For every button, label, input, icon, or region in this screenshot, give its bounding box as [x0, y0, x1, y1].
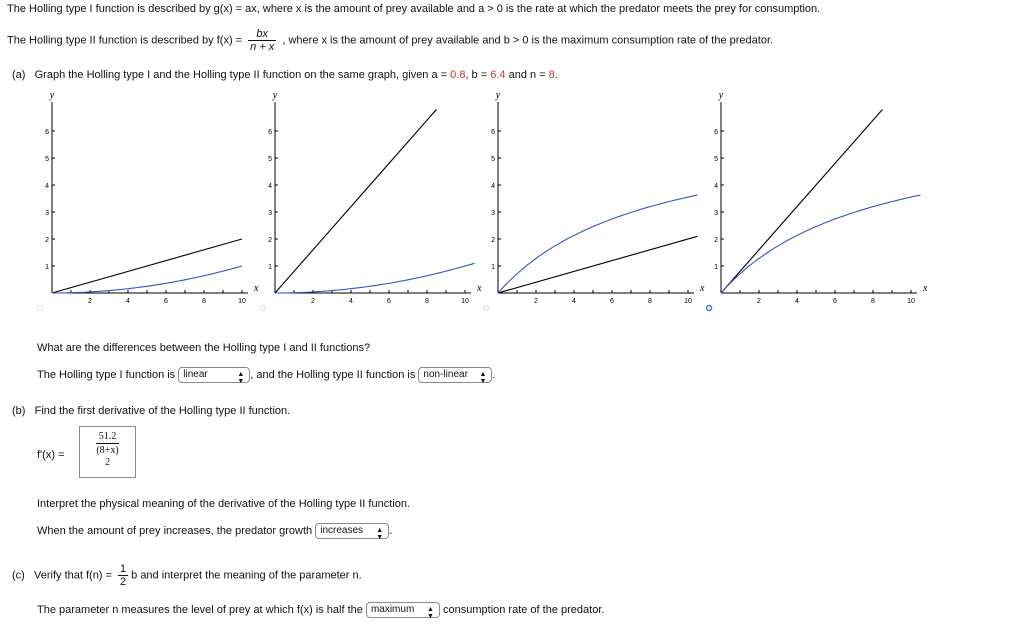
y-tick-label: 6 — [268, 129, 272, 136]
y-tick-label: 5 — [714, 156, 718, 163]
y-tick-label: 4 — [268, 183, 272, 190]
x-tick-label: 8 — [648, 298, 652, 305]
interpret-prompt: Interpret the physical meaning of the derivative of the Holling type II function. — [37, 498, 410, 510]
x-tick-label: 4 — [795, 298, 799, 305]
graph-option-2 — [261, 90, 483, 311]
x-tick-label: 4 — [126, 298, 130, 305]
interpret-end: . — [389, 524, 393, 537]
a-value: 0.8 — [450, 69, 466, 81]
part-a-text: Graph the Holling type I and the Holling type II function on the same graph, given a = — [34, 69, 448, 81]
x-tick-label: 6 — [164, 298, 168, 305]
part-a-heading — [12, 69, 558, 81]
y-tick-label: 3 — [45, 210, 49, 217]
part-c-text-post: b and interpret the meaning of the parameter n. — [131, 569, 362, 582]
type2-curve — [275, 263, 475, 293]
option-radio[interactable] — [707, 306, 712, 311]
half-denominator: 2 — [120, 576, 127, 588]
x-tick-label: 8 — [425, 298, 429, 305]
half-numerator: 1 — [120, 563, 127, 575]
type1-line — [721, 109, 883, 293]
x-tick-label: 4 — [572, 298, 576, 305]
y-tick-label: 3 — [491, 210, 495, 217]
diff-pre: The Holling type I function is — [37, 368, 176, 381]
type2-curve — [52, 266, 242, 293]
y-axis-label: y — [49, 90, 55, 101]
y-tick-label: 4 — [491, 183, 495, 190]
graph-option-1 — [38, 90, 260, 311]
part-b-heading — [12, 405, 290, 417]
derivative-denominator: (8+x) — [96, 445, 119, 456]
parameter-pre: The parameter n measures the level of prey at which f(x) is half the — [37, 603, 363, 616]
y-tick-label: 3 — [714, 210, 718, 217]
select-arrows-icon: ▲ ▼ — [237, 371, 245, 385]
part-b-label: (b) — [12, 405, 26, 417]
part-b-text: Find the first derivative of the Holling type II function. — [34, 405, 291, 417]
option-radio[interactable] — [484, 306, 489, 311]
part-c-text-pre: Verify that f(n) = — [34, 569, 112, 582]
part-c-label: (c) — [12, 569, 25, 582]
y-tick-label: 6 — [491, 129, 495, 136]
diff-mid: , and the Holling type II function is — [250, 368, 416, 381]
x-tick-label: 6 — [833, 298, 837, 305]
select-arrows-icon: ▲ ▼ — [427, 606, 434, 620]
x-tick-label: 2 — [757, 298, 761, 305]
x-tick-label: 10 — [907, 298, 915, 305]
intro-type1: The Holling type I function is described by g(x) = ax, where x is the amount of prey available and a > 0 is the rate at which the predator meets the prey for consumption. — [7, 3, 821, 15]
part-a-end: . — [554, 69, 558, 81]
part-c-heading — [12, 563, 362, 588]
y-tick-label: 6 — [714, 129, 718, 136]
x-tick-label: 4 — [349, 298, 353, 305]
intro-type2-pre: The Holling type II function is described by f(x) = — [7, 34, 243, 47]
x-tick-label: 2 — [88, 298, 92, 305]
y-tick-label: 2 — [268, 237, 272, 244]
option-radio[interactable] — [261, 306, 266, 311]
y-tick-label: 1 — [714, 264, 718, 271]
y-axis-label: y — [495, 90, 501, 101]
graph-option-3 — [484, 90, 706, 311]
x-tick-label: 6 — [387, 298, 391, 305]
x-tick-label: 10 — [461, 298, 469, 305]
intro-type2 — [7, 28, 773, 53]
diff-sentence — [37, 367, 495, 383]
y-tick-label: 6 — [45, 129, 49, 136]
type2-numerator: bx — [248, 28, 276, 41]
y-tick-label: 3 — [268, 210, 272, 217]
parameter-post: consumption rate of the predator. — [443, 603, 605, 616]
x-tick-label: 8 — [202, 298, 206, 305]
parameter-sentence — [37, 602, 604, 618]
y-tick-label: 4 — [45, 183, 49, 190]
y-axis-label: y — [718, 90, 724, 101]
x-tick-label: 8 — [871, 298, 875, 305]
b-value: 6.4 — [490, 69, 506, 81]
part-a-sep2: and n = — [508, 69, 546, 81]
part-a-sep1: , b = — [465, 69, 488, 81]
intro-type2-post: , where x is the amount of prey available and b > 0 is the maximum consumption rate of the predator. — [282, 34, 774, 47]
type1-select-value: linear — [183, 369, 208, 380]
y-tick-label: 2 — [714, 237, 718, 244]
x-tick-label: 10 — [238, 298, 246, 305]
type2-fraction — [248, 28, 276, 53]
derivative-answer-box[interactable] — [79, 426, 136, 478]
x-axis-label: x — [477, 283, 482, 294]
y-tick-label: 2 — [491, 237, 495, 244]
type2-select[interactable] — [418, 367, 492, 383]
diff-end: . — [492, 368, 496, 381]
y-axis-label: y — [272, 90, 278, 101]
diff-prompt: What are the differences between the Holling type I and II functions? — [37, 342, 371, 354]
derivative-numerator: 51.2 — [96, 431, 120, 444]
x-tick-label: 10 — [684, 298, 692, 305]
type2-denominator: n + x — [250, 41, 275, 53]
type2-curve — [721, 195, 921, 293]
x-axis-label: x — [700, 283, 705, 294]
graph-options — [0, 85, 1024, 320]
select-arrows-icon: ▲ ▼ — [376, 527, 384, 541]
half-fraction — [118, 563, 128, 588]
y-tick-label: 1 — [491, 264, 495, 271]
option-radio[interactable] — [38, 306, 43, 311]
select-arrows-icon: ▲ ▼ — [479, 371, 487, 385]
y-tick-label: 5 — [268, 156, 272, 163]
fprime-label: f'(x) = — [37, 449, 65, 461]
interpret-pre: When the amount of prey increases, the predator growth — [37, 524, 313, 537]
x-tick-label: 6 — [610, 298, 614, 305]
type1-line — [275, 109, 437, 293]
y-tick-label: 4 — [714, 183, 718, 190]
growth-select-value: increases — [320, 525, 364, 536]
derivative-exponent: 2 — [105, 457, 110, 468]
y-tick-label: 5 — [45, 156, 49, 163]
consumption-select-value: maximum — [370, 604, 415, 615]
y-tick-label: 1 — [45, 264, 49, 271]
x-axis-label: x — [254, 283, 259, 294]
y-tick-label: 5 — [491, 156, 495, 163]
part-a-label: (a) — [12, 69, 26, 81]
type2-select-value: non-linear — [423, 369, 468, 380]
x-tick-label: 2 — [534, 298, 538, 305]
n-value: 8 — [548, 69, 555, 81]
type2-curve — [498, 195, 698, 293]
y-tick-label: 2 — [45, 237, 49, 244]
consumption-select[interactable] — [366, 602, 440, 618]
graph-option-4 — [707, 90, 929, 311]
type1-line — [52, 239, 242, 293]
growth-select[interactable] — [315, 523, 389, 539]
x-tick-label: 2 — [311, 298, 315, 305]
type1-select[interactable] — [178, 367, 250, 383]
y-tick-label: 1 — [268, 264, 272, 271]
x-axis-label: x — [923, 283, 928, 294]
interpret-sentence — [37, 523, 392, 539]
